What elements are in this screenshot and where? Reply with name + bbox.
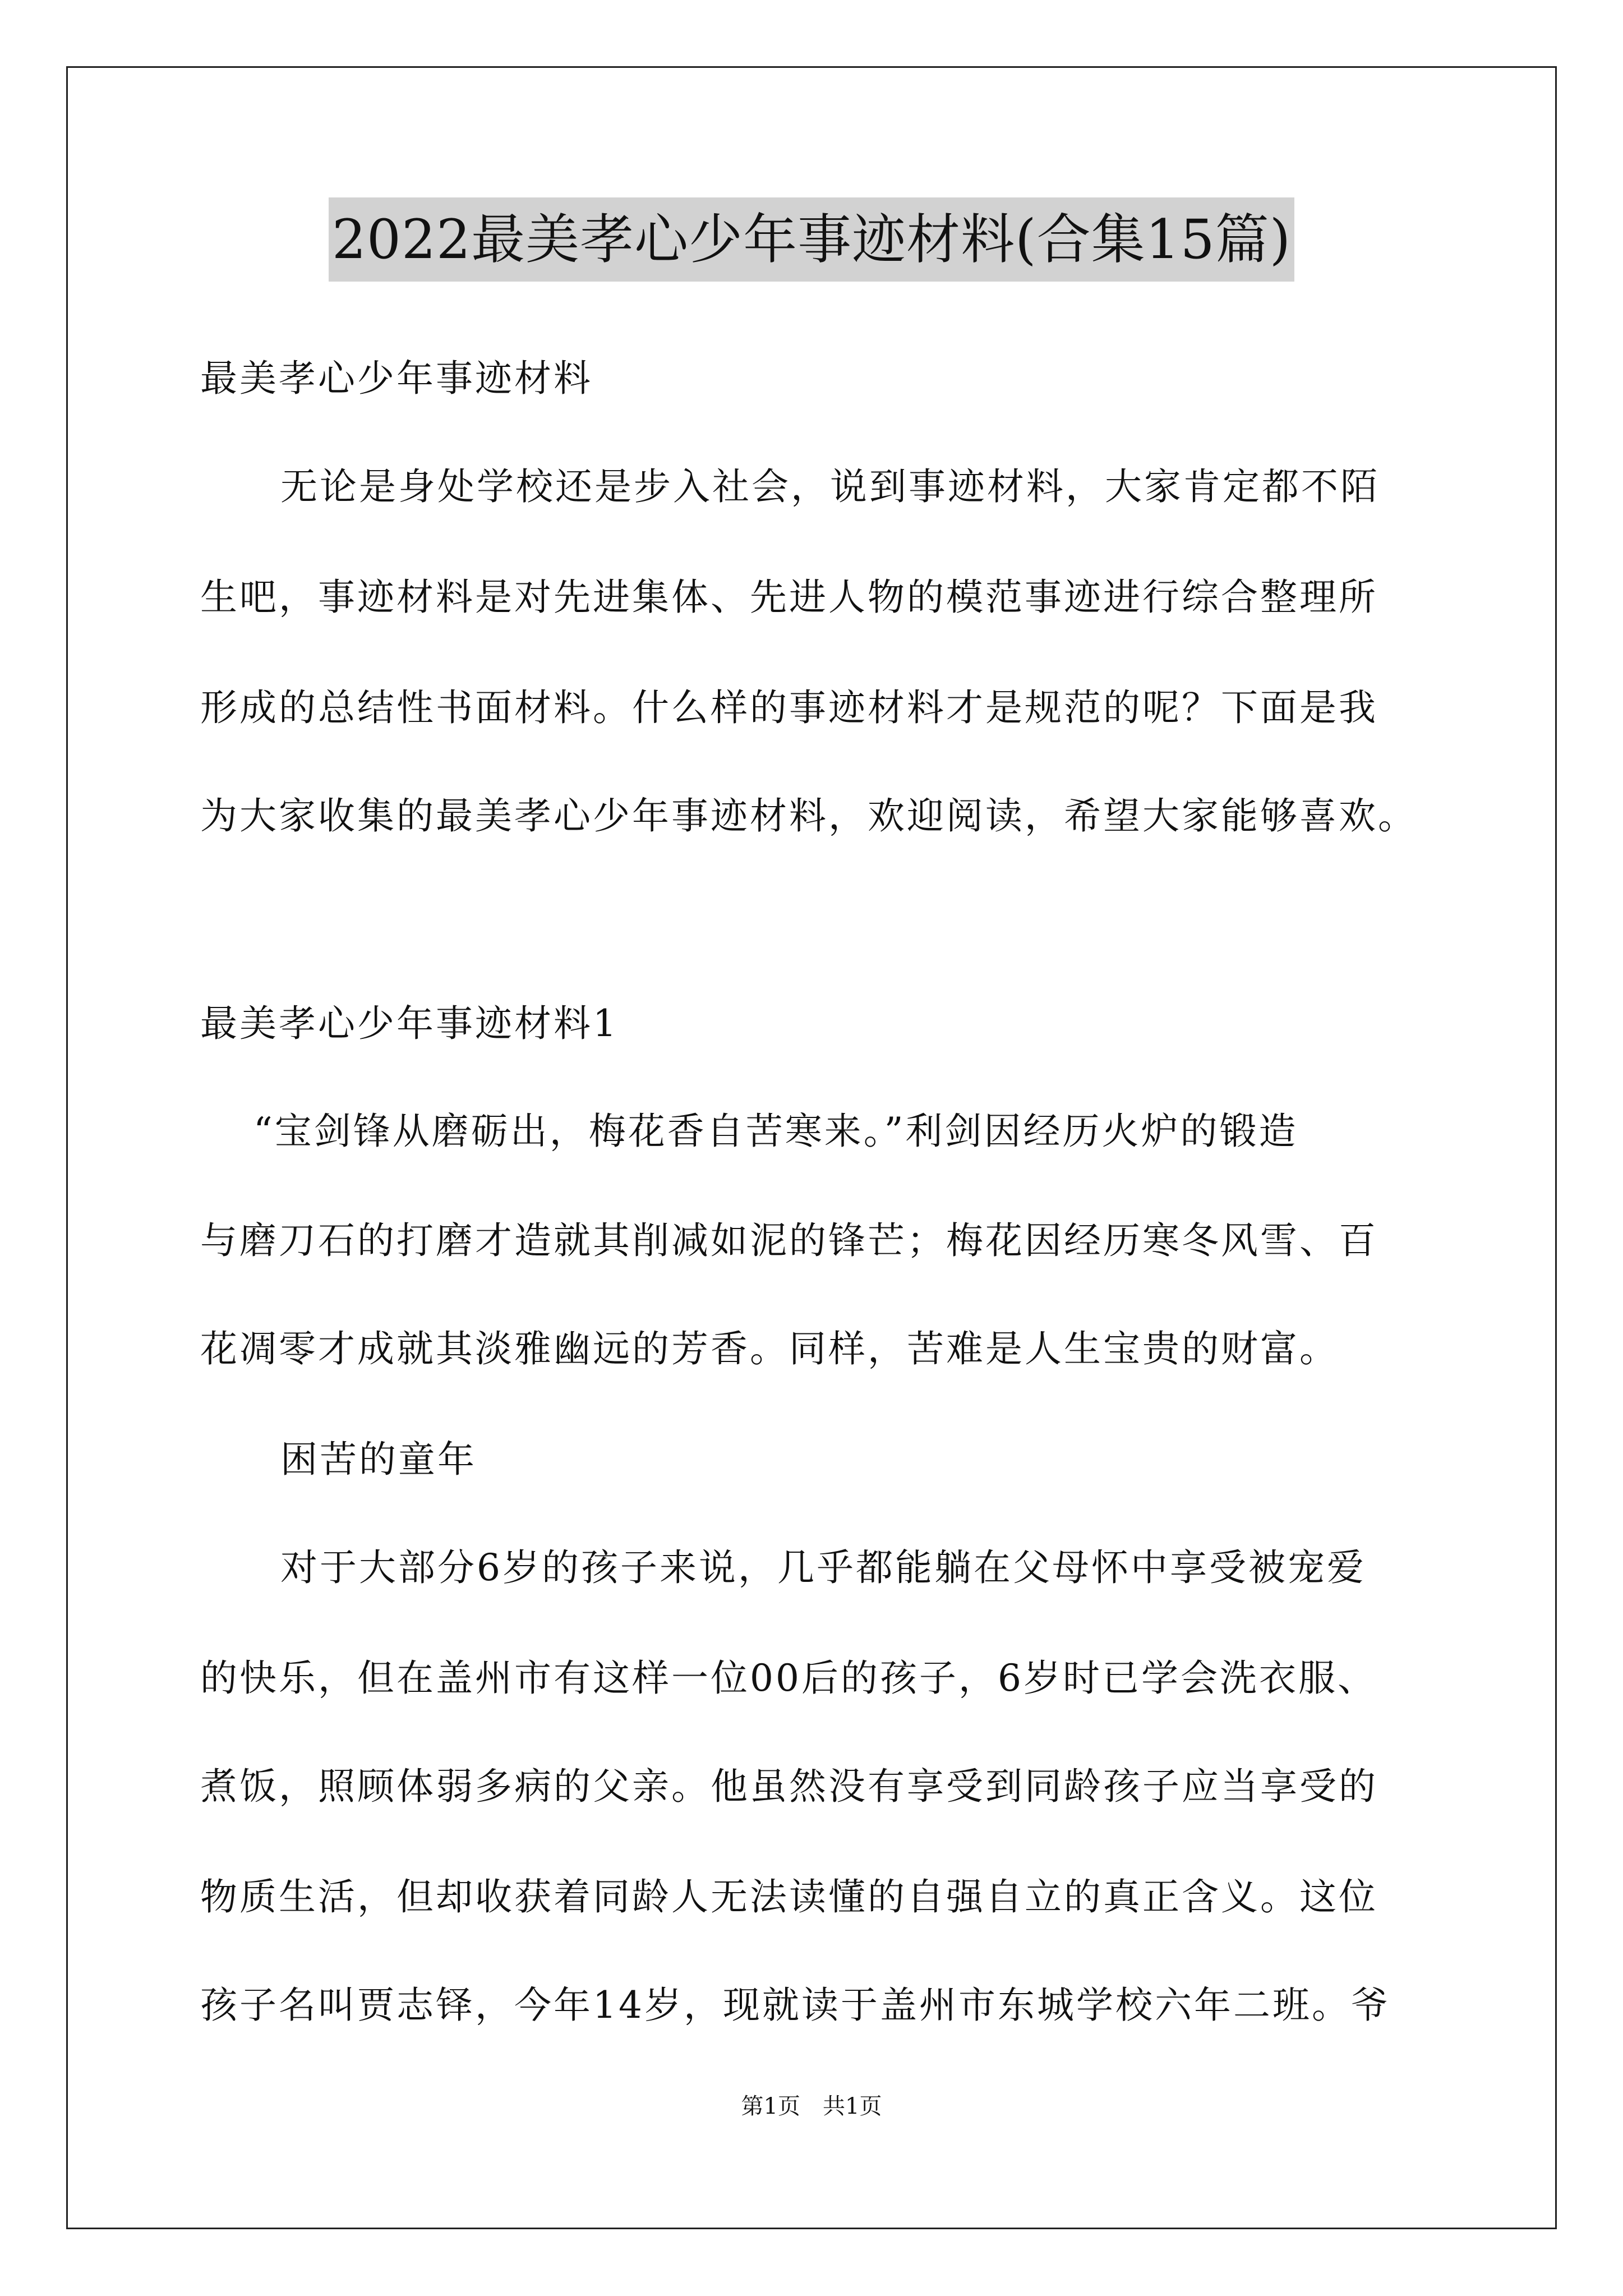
story-line-4: 物质生活，但却收获着同龄人无法读懂的自强自立的真正含义。这位 — [200, 1875, 1378, 1918]
page-number: 第1页 共1页 — [741, 2093, 882, 2119]
story-line-2: 的快乐，但在盖州市有这样一位00后的孩子，6岁时已学会洗衣服、 — [200, 1657, 1377, 1700]
story-line-1: 对于大部分6岁的孩子来说，几乎都能躺在父母怀中享受被宠爱 — [280, 1546, 1366, 1589]
intro-line-2: 生吧，事迹材料是对先进集体、先进人物的模范事迹进行综合整理所 — [200, 576, 1378, 619]
quote-line-2: 与磨刀石的打磨才造就其削减如泥的锋芒；梅花因经历寒冬风雪、百 — [200, 1219, 1378, 1262]
subheading: 困苦的童年 — [280, 1438, 477, 1481]
article-1-heading: 最美孝心少年事迹材料1 — [200, 1002, 619, 1045]
story-line-5: 孩子名叫贾志铎，今年14岁，现就读于盖州市东城学校六年二班。爷 — [200, 1984, 1390, 2027]
story-line-3: 煮饭，照顾体弱多病的父亲。他虽然没有享受到同龄孩子应当享受的 — [200, 1765, 1378, 1808]
intro-line-1: 无论是身处学校还是步入社会，说到事迹材料，大家肯定都不陌 — [280, 465, 1380, 508]
quote-line-3: 花凋零才成就其淡雅幽远的芳香。同样，苦难是人生宝贵的财富。 — [200, 1327, 1339, 1370]
quote-line-1: “宝剑锋从磨砺出，梅花香自苦寒来。”利剑因经历火炉的锻造 — [253, 1110, 1298, 1153]
title-container — [0, 197, 1623, 282]
document-title: 2022最美孝心少年事迹材料(合集15篇) — [329, 197, 1294, 282]
intro-line-4: 为大家收集的最美孝心少年事迹材料，欢迎阅读，希望大家能够喜欢。 — [200, 794, 1417, 838]
section-heading: 最美孝心少年事迹材料 — [200, 357, 593, 400]
intro-line-3: 形成的总结性书面材料。什么样的事迹材料才是规范的呢？下面是我 — [200, 686, 1378, 729]
